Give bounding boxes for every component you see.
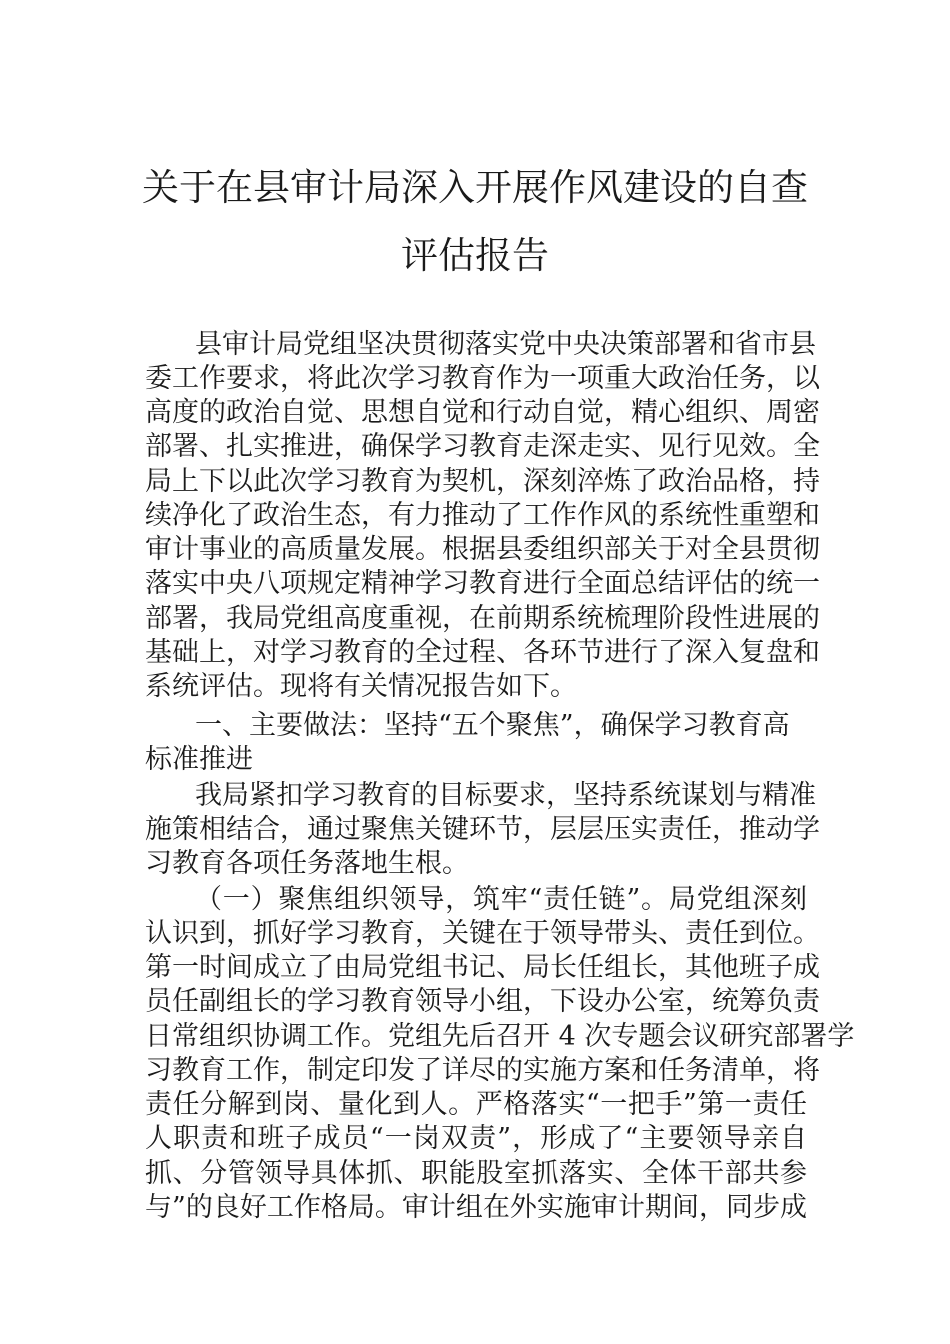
- section-heading-line: 标准推进: [145, 744, 253, 775]
- paragraph-line: 习教育工作，制定印发了详尽的实施方案和任务清单，将: [145, 1055, 820, 1086]
- paragraph-line: 责任分解到岗、量化到人。严格落实“一把手”第一责任: [145, 1089, 807, 1120]
- document-title-line-2: 评估报告: [401, 234, 549, 277]
- paragraph-line: 第一时间成立了由局党组书记、局长任组长，其他班子成: [145, 952, 820, 983]
- paragraph-line: 局上下以此次学习教育为契机，深刻淬炼了政治品格，持: [145, 466, 820, 497]
- paragraph-line: 施策相结合，通过聚焦关键环节，层层压实责任，推动学: [145, 814, 820, 845]
- paragraph-line: （一）聚焦组织领导，筑牢“责任链”。局党组深刻: [195, 884, 807, 915]
- paragraph-line: 与”的良好工作格局。审计组在外实施审计期间，同步成: [145, 1192, 807, 1223]
- paragraph-line: 委工作要求，将此次学习教育作为一项重大政治任务，以: [145, 363, 820, 394]
- paragraph-line: 落实中央八项规定精神学习教育进行全面总结评估的统一: [145, 568, 820, 599]
- paragraph-line: 习教育各项任务落地生根。: [145, 848, 469, 879]
- paragraph-line: 人职责和班子成员“一岗双责”，形成了“主要领导亲自: [145, 1123, 807, 1154]
- paragraph-line: 县审计局党组坚决贯彻落实党中央决策部署和省市县: [195, 329, 816, 360]
- document-title-line-1: 关于在县审计局深入开展作风建设的自查: [142, 166, 808, 209]
- paragraph-line: 高度的政治自觉、思想自觉和行动自觉，精心组织、周密: [145, 397, 820, 428]
- paragraph-line: 我局紧扣学习教育的目标要求，坚持系统谋划与精准: [195, 780, 816, 811]
- paragraph-line: 基础上，对学习教育的全过程、各环节进行了深入复盘和: [145, 637, 820, 668]
- paragraph-line: 系统评估。现将有关情况报告如下。: [145, 671, 577, 702]
- paragraph-line: 日常组织协调工作。党组先后召开 4 次专题会议研究部署学: [145, 1021, 855, 1052]
- paragraph-line: 认识到，抓好学习教育，关键在于领导带头、责任到位。: [145, 918, 820, 949]
- paragraph-line: 审计事业的高质量发展。根据县委组织部关于对全县贯彻: [145, 534, 820, 565]
- section-heading-line: 一、主要做法：坚持“五个聚焦”，确保学习教育高: [195, 710, 790, 741]
- paragraph-line: 续净化了政治生态，有力推动了工作作风的系统性重塑和: [145, 500, 820, 531]
- paragraph-line: 部署，我局党组高度重视，在前期系统梳理阶段性进展的: [145, 603, 820, 634]
- paragraph-line: 员任副组长的学习教育领导小组，下设办公室，统筹负责: [145, 986, 820, 1017]
- paragraph-line: 抓、分管领导具体抓、职能股室抓落实、全体干部共参: [145, 1158, 807, 1189]
- paragraph-line: 部署、扎实推进，确保学习教育走深走实、见行见效。全: [145, 431, 820, 462]
